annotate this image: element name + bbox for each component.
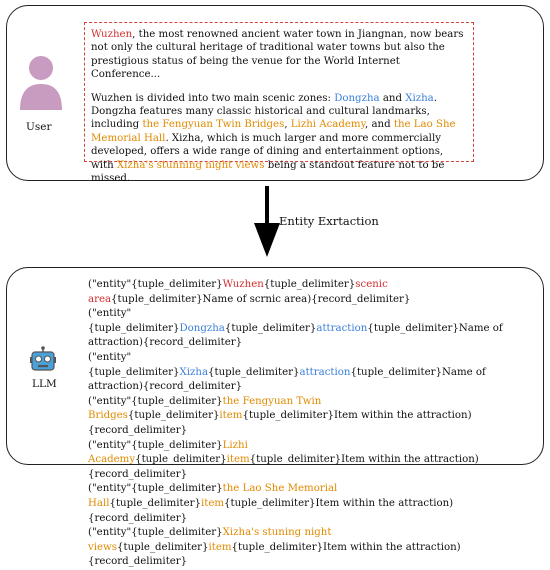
query-text: , the most renowned ancient water town in Jiangnan, now bears not only the cultural heritage of traditional water towns but also the prestigious status of being the venue for the World Internet Conference... (91, 29, 464, 81)
arrow-shaft (265, 186, 269, 224)
entity-type: item (226, 454, 250, 466)
query-paragraph-2 (91, 92, 467, 186)
entity-mention-dongzha: Dongzha (334, 92, 380, 104)
entity-name: Lizhi Academy (88, 439, 248, 466)
arrow-label: Entity Exrtaction (279, 214, 379, 228)
llm-label: LLM (32, 378, 57, 390)
entity-extraction-output (88, 278, 508, 570)
entity-name: Xizha's stuning night views (88, 527, 332, 553)
entity-name: the Lao She Memorial Hall (88, 483, 338, 509)
arrow-down-icon (254, 223, 280, 257)
entity-mention-wuzhen: Wuzhen (91, 29, 133, 40)
entity-line: ("entity"{tuple_delimiter}Dongzha{tuple_delimiter}attraction{tuple_delimiter}Name of attraction){record_delimiter} (88, 308, 503, 349)
user-icon (18, 52, 64, 112)
entity-line: ("entity"{tuple_delimiter}Lizhi Academy{tuple_delimiter}item{tuple_delimiter}Item within the attraction){record_delimiter} (88, 439, 479, 480)
entity-mention-fengyuan: the Fengyuan Twin Bridges (142, 119, 285, 131)
entity-line: ("entity"{tuple_delimiter}Wuzhen{tuple_delimiter}scenic area{tuple_delimiter}Name of scrnic area){record_delimiter} (88, 279, 411, 305)
entity-type: attraction (299, 366, 351, 378)
query-text: . Dongzha features many classic historical and cultural landmarks, including (91, 92, 437, 131)
entity-name: Dongzha (179, 322, 225, 334)
robot-icon (30, 346, 56, 374)
entity-type: scenic area (88, 279, 388, 305)
entity-line: ("entity"{tuple_delimiter}the Lao She Memorial Hall{tuple_delimiter}item{tuple_delimiter}Item within the attraction){record_delimiter} (88, 483, 454, 524)
entity-mention-laoshe: the Lao She Memorial Hall (91, 119, 456, 144)
entity-type: item (200, 497, 225, 509)
query-text: being a standout feature not to be missed. (91, 159, 445, 185)
entity-mention-lizhi: Lizhi Academy (290, 119, 365, 131)
entity-mention-xizha: Xizha (405, 92, 434, 104)
user-query-text-box (84, 22, 474, 185)
entity-line: ("entity"{tuple_delimiter}the Fengyuan Twin Bridges{tuple_delimiter}item{tuple_delimiter}Item within the attraction){record_delimiter} (88, 395, 472, 436)
query-text: Wuzhen is divided into two main scenic zones: (91, 92, 335, 104)
entity-name: Xizha (179, 366, 209, 378)
entity-type: attraction (316, 322, 368, 334)
query-text: . Xizha, which is much larger and more commercially developed, offers a wide range of dining and entertainment options, with (91, 132, 444, 171)
entity-line: ("entity"{tuple_delimiter}Xizha's stuning night views{tuple_delimiter}item{tuple_delimiter}Item within the attraction){record_delimiter} (88, 527, 461, 568)
query-text: , (284, 119, 291, 131)
entity-type: item (219, 410, 243, 422)
entity-name: Wuzhen (222, 279, 264, 290)
query-text: and (379, 92, 406, 104)
entity-mention-night-views: Xizha's stunning night views (116, 159, 265, 171)
entity-name: the Fengyuan Twin Bridges (88, 395, 322, 422)
query-text: , and (365, 119, 394, 131)
entity-type: item (208, 541, 232, 553)
query-paragraph-1 (91, 28, 467, 82)
entity-line: ("entity"{tuple_delimiter}Xizha{tuple_delimiter}attraction{tuple_delimiter}Name of attraction){record_delimiter} (88, 351, 486, 393)
user-label: User (26, 121, 52, 133)
